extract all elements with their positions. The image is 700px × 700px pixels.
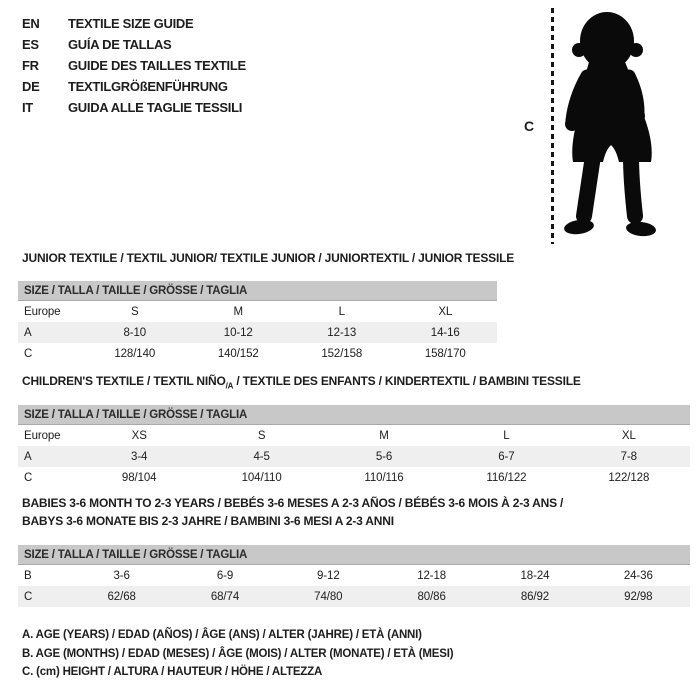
- language-code: ES: [22, 37, 39, 52]
- junior-size-table-header: SIZE / TALLA / TAILLE / GRÖSSE / TAGLIA: [18, 281, 497, 301]
- cell: XL: [621, 429, 636, 442]
- row-label: Europe: [24, 429, 61, 442]
- cell: 14-16: [430, 326, 460, 339]
- cell: 122/128: [608, 471, 650, 484]
- cell: 152/158: [321, 347, 363, 360]
- language-row-fr: [22, 55, 246, 76]
- language-title: TEXTILE SIZE GUIDE: [68, 16, 194, 31]
- cell: 62/68: [107, 590, 136, 603]
- children-title-suffix: / TEXTILE DES ENFANTS / KINDERTEXTIL / BAMBINI TESSILE: [233, 374, 581, 388]
- cell: 158/170: [424, 347, 466, 360]
- note-height-cm: C. (cm) HEIGHT / ALTURA / HAUTEUR / HÖHE / ALTEZZA: [22, 666, 323, 678]
- table-row: [18, 425, 690, 446]
- cell: XS: [131, 429, 147, 442]
- babies-size-table-header: SIZE / TALLA / TAILLE / GRÖSSE / TAGLIA: [18, 545, 690, 565]
- cell: 10-12: [223, 326, 253, 339]
- cell: 3-4: [131, 450, 148, 463]
- row-label: Europe: [24, 305, 61, 318]
- language-title: TEXTILGRÖßENFÜHRUNG: [68, 79, 228, 94]
- language-title: GUIDA ALLE TAGLIE TESSILI: [68, 100, 243, 115]
- children-title-sub: /A: [225, 381, 234, 391]
- babies-size-table: [18, 545, 690, 607]
- cell: 110/116: [364, 471, 404, 484]
- table-row: [18, 446, 690, 467]
- children-title-prefix: CHILDREN'S TEXTILE / TEXTIL NIÑO: [22, 374, 226, 388]
- height-dashed-line: [551, 8, 554, 244]
- language-code: IT: [22, 100, 33, 115]
- cell: 68/74: [210, 590, 240, 603]
- cell: S: [130, 305, 139, 318]
- cell: 24-36: [623, 569, 653, 582]
- babies-section-title-line1: BABIES 3-6 MONTH TO 2-3 YEARS / BEBÉS 3-6 MESES A 2-3 AÑOS / BÉBÉS 3-6 MOIS À 2-3 ANS /: [22, 496, 564, 510]
- legend-notes: [22, 629, 453, 685]
- language-row-it: [22, 97, 246, 118]
- language-title: GUÍA DE TALLAS: [68, 37, 172, 52]
- row-label: C: [24, 347, 33, 360]
- table-row: [18, 586, 690, 607]
- row-label: A: [24, 326, 32, 339]
- language-row-de: [22, 76, 246, 97]
- junior-size-table: [18, 281, 497, 364]
- cell: XL: [438, 305, 453, 318]
- table-row: [18, 322, 497, 343]
- cell: 9-12: [317, 569, 340, 582]
- cell: L: [338, 305, 345, 318]
- toddler-silhouette-icon: [559, 6, 671, 246]
- cell: 12-18: [417, 569, 447, 582]
- cell: 12-13: [327, 326, 357, 339]
- cell: 74/80: [314, 590, 343, 603]
- babies-section-title-line2: BABYS 3-6 MONATE BIS 2-3 JAHRE / BAMBINI 3-6 MESI A 2-3 ANNI: [22, 514, 394, 528]
- language-list: [22, 13, 246, 118]
- cell: 3-6: [113, 569, 130, 582]
- language-row-es: [22, 34, 246, 55]
- cell: 80/86: [417, 590, 446, 603]
- cell: 86/92: [520, 590, 550, 603]
- cell: 18-24: [520, 569, 550, 582]
- children-size-table: [18, 405, 690, 488]
- row-label: C: [24, 471, 33, 484]
- cell: 92/98: [624, 590, 653, 603]
- language-code: DE: [22, 79, 40, 94]
- language-row-en: [22, 13, 246, 34]
- height-measure-label: C: [524, 118, 535, 134]
- table-row: [18, 565, 690, 586]
- children-size-table-header: SIZE / TALLA / TAILLE / GRÖSSE / TAGLIA: [18, 405, 690, 425]
- cell: 6-7: [498, 450, 515, 463]
- note-age-years: A. AGE (YEARS) / EDAD (AÑOS) / ÂGE (ANS) / ALTER (JAHRE) / ETÀ (ANNI): [22, 629, 422, 641]
- cell: M: [233, 305, 243, 318]
- table-row: [18, 467, 690, 488]
- cell: 6-9: [216, 569, 234, 582]
- cell: 8-10: [123, 326, 147, 339]
- children-section-title: [22, 374, 581, 390]
- table-row: [18, 343, 497, 364]
- language-code: EN: [22, 16, 40, 31]
- cell: 128/140: [114, 347, 156, 360]
- language-code: FR: [22, 58, 39, 73]
- cell: 4-5: [253, 450, 270, 463]
- cell: 116/122: [486, 471, 527, 484]
- cell: 5-6: [375, 450, 393, 463]
- row-label: A: [24, 450, 32, 463]
- cell: 7-8: [620, 450, 637, 463]
- cell: M: [379, 429, 389, 442]
- language-title: GUIDE DES TAILLES TEXTILE: [68, 58, 246, 73]
- note-age-months: B. AGE (MONTHS) / EDAD (MESES) / ÂGE (MOIS) / ALTER (MONATE) / ETÀ (MESI): [22, 647, 454, 660]
- cell: 104/110: [241, 471, 282, 484]
- cell: L: [503, 429, 510, 442]
- table-row: [18, 301, 497, 322]
- cell: S: [257, 429, 266, 442]
- row-label: C: [24, 590, 33, 603]
- junior-section-title: JUNIOR TEXTILE / TEXTIL JUNIOR/ TEXTILE JUNIOR / JUNIORTEXTIL / JUNIOR TESSILE: [22, 251, 515, 265]
- row-label: B: [24, 569, 32, 582]
- cell: 140/152: [217, 347, 259, 360]
- cell: 98/104: [121, 471, 157, 484]
